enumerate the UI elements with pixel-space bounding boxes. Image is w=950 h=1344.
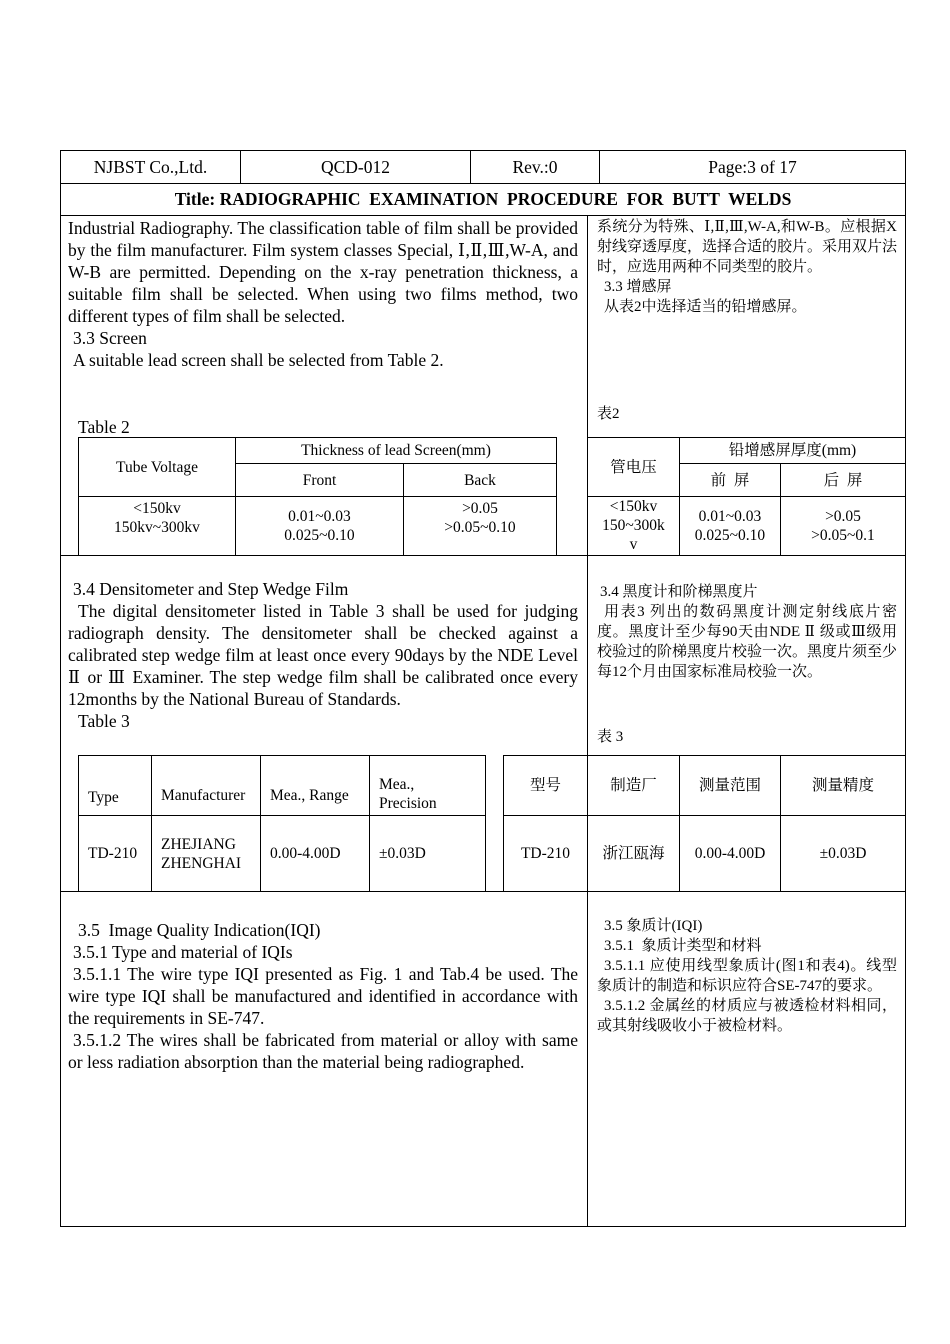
voltage-value: 150kv~300kv (114, 519, 200, 536)
film-classification-paragraph-cn: 系统分为特殊、Ⅰ,Ⅱ,Ⅲ,W-A,和W-B。应根据X射线穿透厚度，选择合适的胶片。采用双片法时，应选用两种不同类型的胶片。 (597, 219, 898, 275)
revision: Rev.:0 (512, 156, 558, 177)
table-3-cell-precision: ±0.03D (379, 845, 426, 862)
section-1-en (68, 217, 578, 371)
voltage-value: <150kv (133, 500, 181, 517)
table-3-header-precision (370, 756, 485, 815)
table-2-cn-header-front: 前 屏 (710, 471, 750, 489)
document-number: QCD-012 (320, 156, 391, 177)
front-value: 0.01~0.03 (698, 508, 762, 525)
film-classification-paragraph: Industrial Radiography. The classification table of film shall be provided by the film manufacturer. Film system classes Special, Ⅰ,Ⅱ,Ⅲ,W-A, and W-B are permitted. Depending on the x-ray penetration thickness, a suitable film shall be selected. When using two films method, two different types of film shall be selected. (68, 218, 578, 326)
voltage-value: 150~300k (602, 517, 665, 534)
iqi-wire-type-paragraph-cn: 3.5.1.1 应使用线型象质计(图1和表4)。线型象质计的制造和标识应符合SE-747的要求。 (597, 958, 897, 994)
table-3-cell-manufacturer (152, 816, 260, 891)
iqi-type-heading: 3.5.1 Type and material of IQIs (73, 942, 293, 962)
manufacturer-line: ZHEJIANG (161, 835, 236, 853)
company-name: NJBST Co.,Ltd. (93, 156, 208, 177)
table-3-cell-range: 0.00-4.00D (270, 845, 341, 862)
table-2-header-front: Front (302, 471, 337, 489)
document-title (61, 184, 905, 215)
iqi-type-heading-cn: 3.5.1 象质计类型和材料 (604, 938, 762, 954)
table-3-cn-header-type: 型号 (529, 777, 561, 794)
screen-heading-cn: 3.3 增感屏 (604, 279, 672, 295)
table-3-header-range: Mea., Range (270, 787, 349, 804)
screen-heading: 3.3 Screen (73, 328, 147, 348)
voltage-value: v (629, 536, 638, 553)
table-2-cn-header-back: 后 屏 (823, 471, 863, 489)
densitometer-body-cn: 用表3 列出的数码黑度计测定射线底片密度。黑度计至少每90天由NDE Ⅱ 级或Ⅲ级用校验过的阶梯黑度片校验一次。黑度片须至少每12个月由国家标准局校验一次。 (597, 604, 898, 680)
densitometer-body: The digital densitometer listed in Table 3 shall be used for judging radiograph density. The densitometer shall be checked against a calibrated step wedge film at least once every 90days by the NDE Level Ⅱ or Ⅲ Examiner. The step wedge film shall be calibrated once every 12months by the National Bureau of Standards. (68, 601, 578, 709)
page-number: Page:3 of 17 (708, 156, 797, 177)
table-2-header-lead-thickness: Thickness of lead Screen(mm) (301, 442, 491, 459)
table-2-cn-header-lead-thickness: 铅增感屏厚度(mm) (728, 442, 857, 459)
table-3-header-type: Type (88, 789, 119, 806)
front-value: 0.025~0.10 (694, 527, 766, 544)
table-2-label-cn: 表2 (597, 406, 620, 422)
densitometer-heading-cn: 3.4 黑度计和阶梯黑度片 (600, 584, 758, 600)
table-3-label: Table 3 (78, 711, 130, 731)
section-3-cn (597, 916, 897, 1036)
iqi-wire-material-paragraph: 3.5.1.2 The wires shall be fabricated from material or alloy with same or less radiation absorption than the material being radiographed. (68, 1030, 578, 1072)
table-3-cn-header-range: 测量范围 (698, 777, 761, 794)
densitometer-heading: 3.4 Densitometer and Step Wedge Film (73, 579, 349, 599)
table-2-cell-voltage (79, 497, 235, 555)
table-3-cell-type: TD-210 (88, 845, 138, 862)
section-1-cn (597, 217, 897, 317)
section-3-en (68, 919, 578, 1073)
title-text: RADIOGRAPHIC EXAMINATION PROCEDURE FOR BUTT WELDS (219, 189, 792, 209)
iqi-wire-material-paragraph-cn: 3.5.1.2 金属丝的材质应与被透检材料相同，或其射线吸收小于被检材料。 (597, 998, 897, 1034)
back-value: >0.05 (462, 500, 498, 517)
table-2-cell-front (236, 497, 403, 555)
table-2-cell-back (404, 497, 556, 555)
precision-header-line: Precision (379, 795, 437, 812)
precision-header-line: Mea., (379, 776, 415, 793)
section-2-en (68, 578, 578, 732)
manufacturer-line: ZHENGHAI (161, 854, 242, 872)
front-value: 0.01~0.03 (288, 508, 351, 525)
back-value: >0.05 (825, 508, 861, 525)
table-2-header-back: Back (464, 471, 496, 489)
table-3-header-manufacturer: Manufacturer (161, 787, 246, 804)
back-value: >0.05~0.1 (811, 527, 875, 544)
table-2-cn-cell-voltage (588, 497, 679, 555)
table-3-cn-header-manufacturer: 制造厂 (610, 777, 657, 794)
table-2-cn-cell-back (781, 497, 905, 555)
iqi-heading-cn: 3.5 象质计(IQI) (604, 918, 703, 934)
iqi-wire-type-paragraph: 3.5.1.1 The wire type IQI presented as Fig. 1 and Tab.4 be used. The wire type IQI shall be manufactured and identified in accordance with the requirements in SE-747. (68, 964, 578, 1028)
title-label: Title: (174, 189, 216, 209)
back-value: >0.05~0.10 (444, 519, 516, 536)
screen-body: A suitable lead screen shall be selected from Table 2. (73, 350, 444, 370)
table-2-cn-cell-front (680, 497, 780, 555)
table-2-label: Table 2 (78, 417, 130, 437)
table-2-header-tube-voltage: Tube Voltage (116, 458, 198, 476)
voltage-value: <150kv (609, 498, 658, 515)
table-3-cn-header-precision: 测量精度 (811, 777, 874, 794)
table-3-cn-cell-manufacturer: 浙江瓯海 (602, 845, 665, 862)
section-2-cn (597, 582, 897, 682)
table-3-cn-cell-type: TD-210 (520, 845, 571, 862)
screen-body-cn: 从表2中选择适当的铅增感屏。 (604, 299, 807, 315)
iqi-heading: 3.5 Image Quality Indication(IQI) (78, 920, 321, 940)
table-3-cn-cell-precision: ±0.03D (819, 845, 867, 862)
front-value: 0.025~0.10 (284, 527, 355, 544)
table-3-cn-cell-range: 0.00-4.00D (694, 845, 766, 862)
table-2-cn-header-tube-voltage: 管电压 (610, 458, 657, 476)
table-3-label-cn: 表 3 (597, 729, 624, 745)
